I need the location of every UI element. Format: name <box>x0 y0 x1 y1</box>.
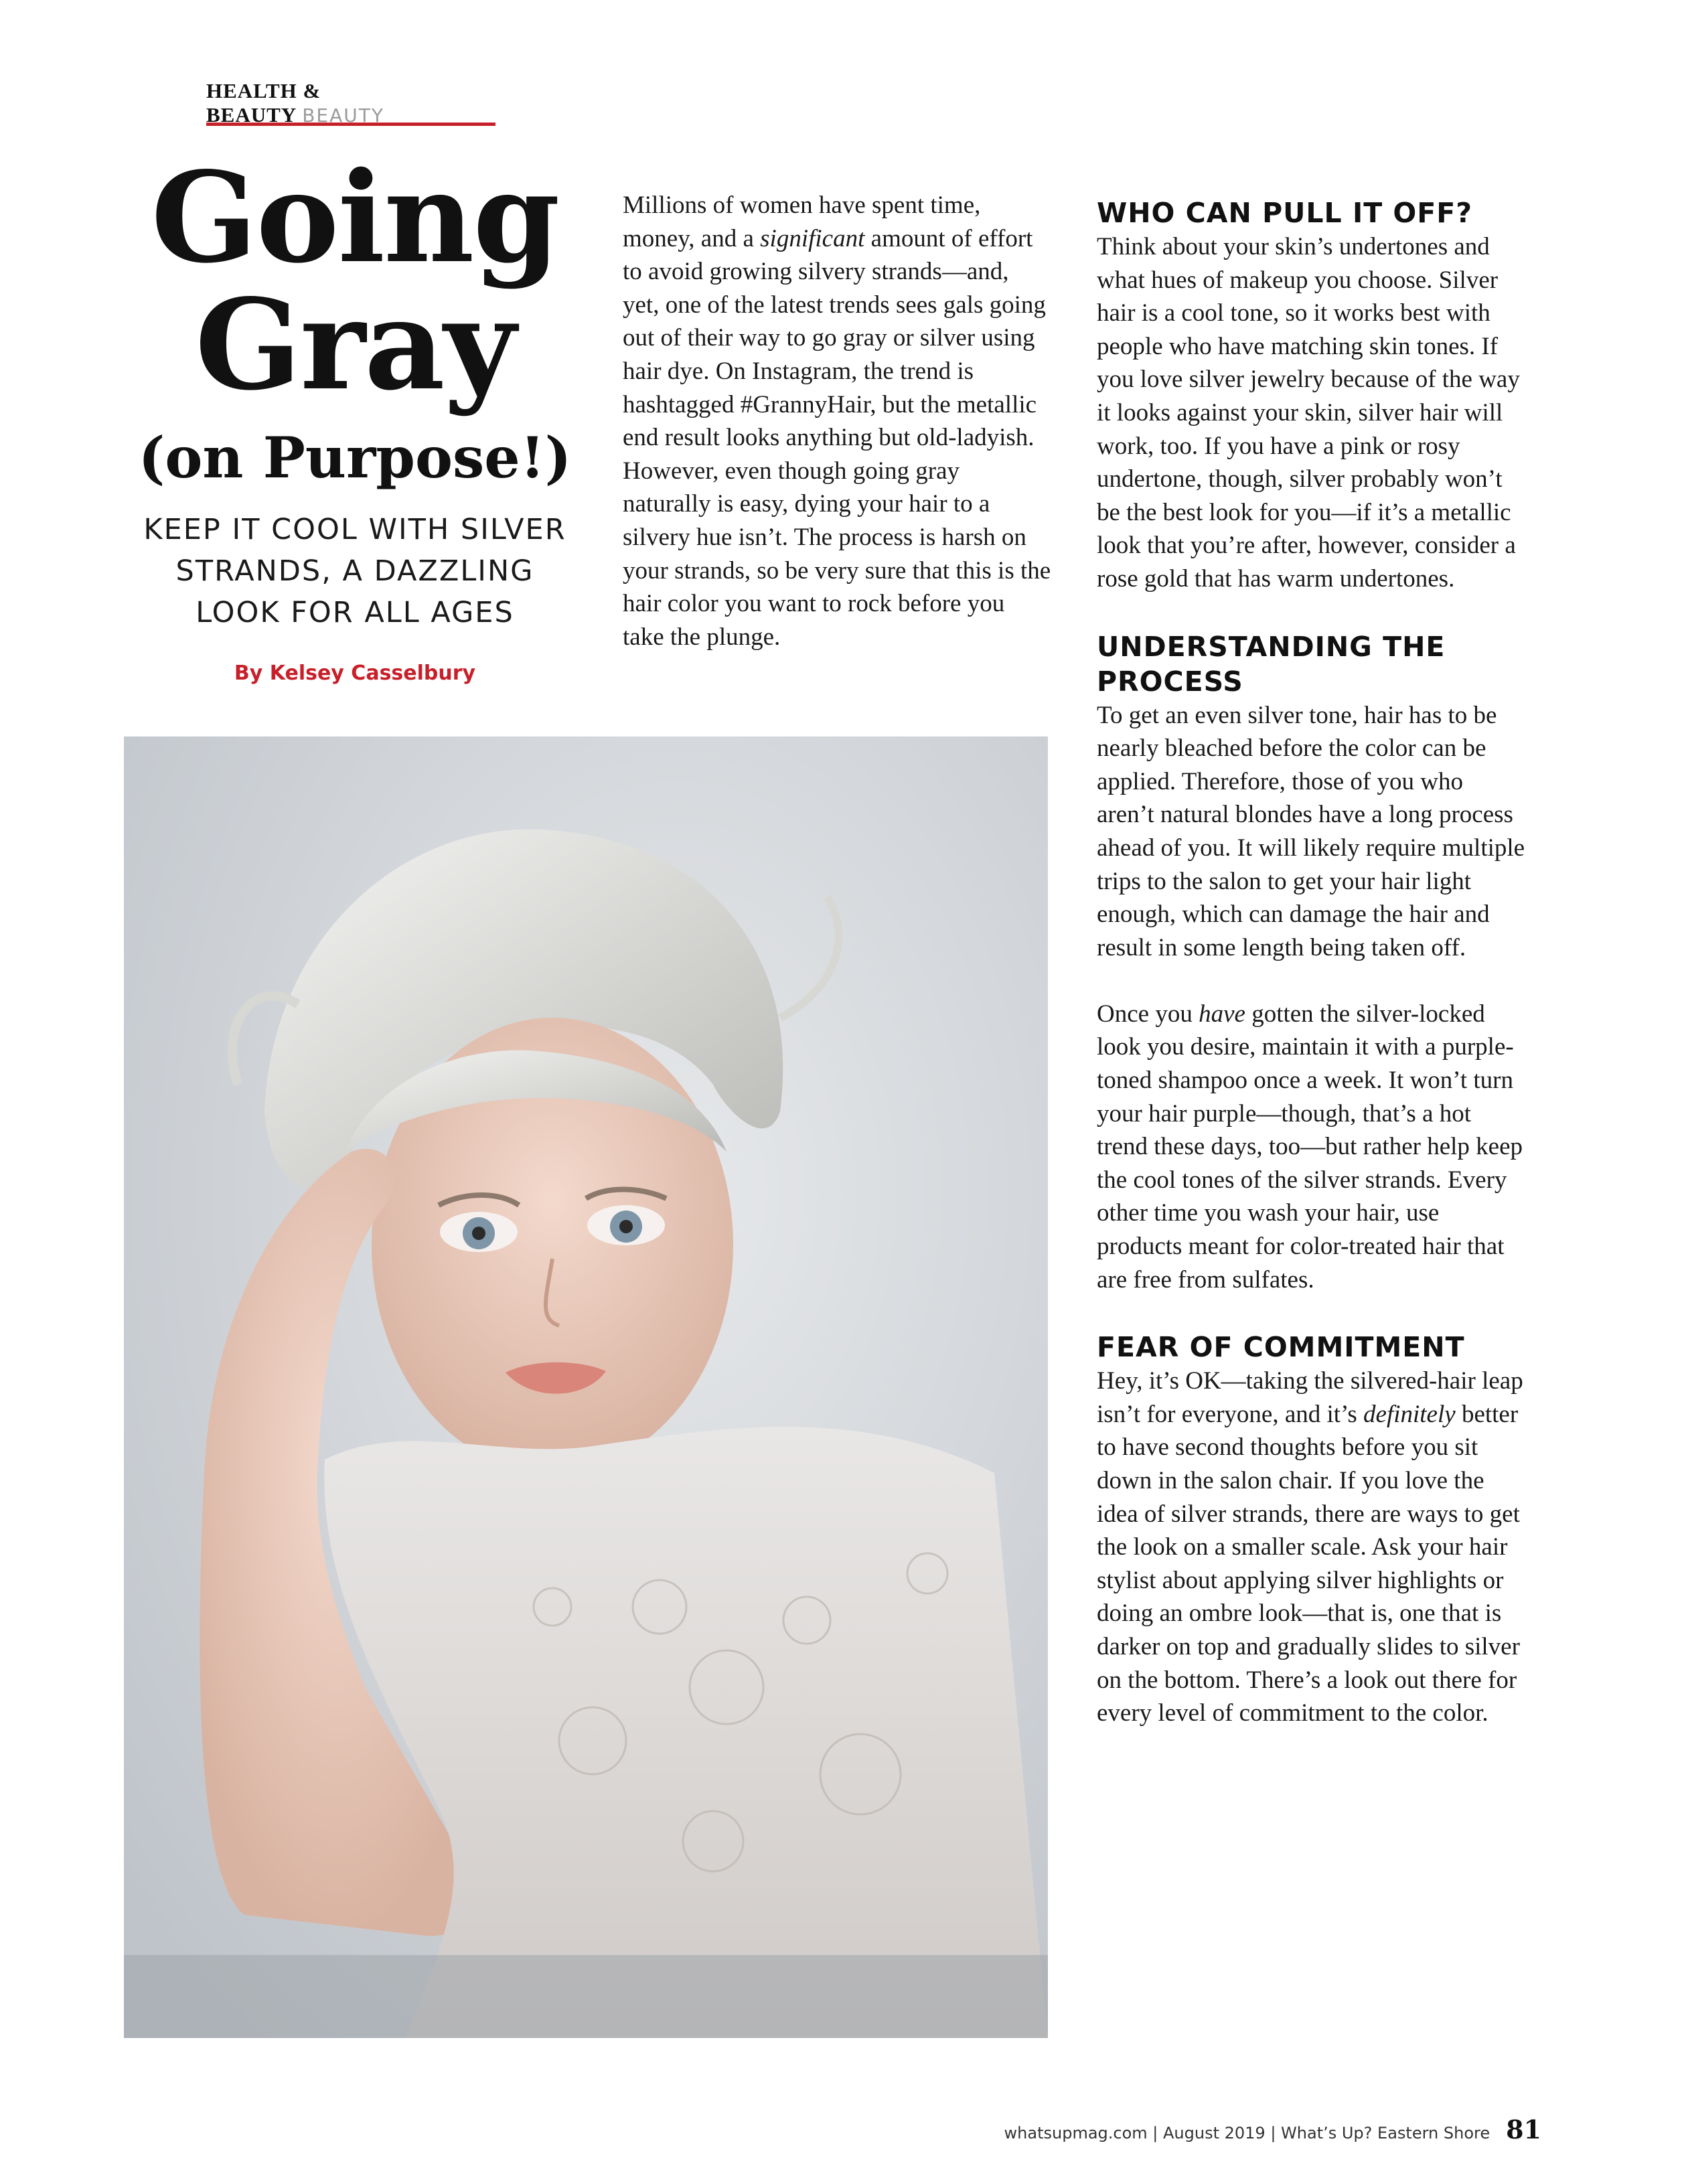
paragraph-who: Think about your skin’s undertones and what hues of makeup you choose. Silver hair is a cool tone, so it works best with people who have matching skin tones. If you love silver jewelry because of the way it looks against your skin, silver hair will work, too. If you have a pink or rosy undertone, though, silver probably won’t be the best look for you—if it’s a metallic look that you’re after, however, consider a rose gold that has warm undertones. <box>1097 233 1520 593</box>
subhead-who: WHO CAN PULL IT OFF? <box>1097 197 1473 229</box>
body-column <box>1097 196 1525 1730</box>
title-line-2: Gray <box>195 271 515 418</box>
process-text-start: Once you <box>1097 1000 1199 1028</box>
process-text-end: gotten the silver-locked look you desire, maintain it with a purple-toned shampoo once a week. It won’t turn your hair purple—though, that’s a hot trend these days, too—but rather help keep the cool tones of the silver strands. Every other time you wash your hair, use products meant for color-treated hair that are free from sulfates. <box>1097 1000 1523 1294</box>
title-line-3: (on Purpose!) <box>138 424 572 491</box>
subhead-process: UNDERSTANDING THE PROCESS <box>1097 630 1446 698</box>
subhead-fear: FEAR OF COMMITMENT <box>1097 1331 1465 1364</box>
article-deck: KEEP IT COOL WITH SILVER STRANDS, A DAZZLING LOOK FOR ALL AGES <box>143 513 566 629</box>
section-process <box>1097 629 1525 1297</box>
article-title <box>134 144 576 498</box>
intro-text-end: amount of effort to avoid growing silvery strands—and, yet, one of the latest trends sees gals going out of their way to go gray or silver using hair dye. On Instagram, the trend is hashtagged #GrannyHair, but the metallic end result looks anything but old-ladyish. However, even though going gray naturally is easy, dying your hair to a silvery hue isn’t. The process is harsh on your strands, so be very sure that this is the hair color you want to rock before you take the plunge. <box>623 224 1051 651</box>
portrait-photo <box>124 736 1048 2038</box>
page-number: 81 <box>1506 2114 1541 2144</box>
section-who <box>1097 196 1525 596</box>
byline: By Kelsey Casselbury <box>234 661 476 685</box>
section-fear <box>1097 1330 1525 1730</box>
fear-text-start: Hey, it’s OK—taking the silvered-hair leap isn’t for everyone, and it’s <box>1097 1367 1523 1428</box>
intro-column <box>623 189 1051 653</box>
subsection-label: BEAUTY <box>302 104 384 127</box>
fear-emphasis: definitely <box>1363 1400 1456 1428</box>
fear-text-end: better to have second thoughts before you sit down in the salon chair. If you love the idea of silver strands, there are ways to get the look on a smaller scale. Ask your hair stylist about applying silver highlights or doing an ombre look—that is, one that is darker on top and gradually slides to silver on the bottom. There’s a look out there for every level of commitment to the color. <box>1097 1400 1520 1727</box>
section-tag <box>206 79 495 126</box>
footer-credits: whatsupmag.com | August 2019 | What’s Up? Eastern Shore <box>1004 2124 1490 2142</box>
portrait-illustration <box>124 736 1048 2038</box>
section-label: HEALTH & BEAUTY <box>206 79 321 127</box>
paragraph-process-2 <box>1097 998 1525 1296</box>
intro-emphasis: significant <box>760 224 865 252</box>
process-emphasis: have <box>1199 1000 1245 1028</box>
intro-text-start: Millions of women have spent time, money, and a <box>623 191 981 252</box>
paragraph-process-1: To get an even silver tone, hair has to be nearly bleached before the color can be applied. Therefore, those of you who aren’t natural blondes have a long process ahead of you. It will likely require multiple trips to the salon to get your hair light enough, which can damage the hair and result in some length being taken off. <box>1097 701 1525 961</box>
title-line-1: Going <box>151 144 559 291</box>
intro-paragraph <box>623 189 1051 653</box>
paragraph-fear <box>1097 1364 1525 1730</box>
page-footer <box>1004 2114 1541 2148</box>
